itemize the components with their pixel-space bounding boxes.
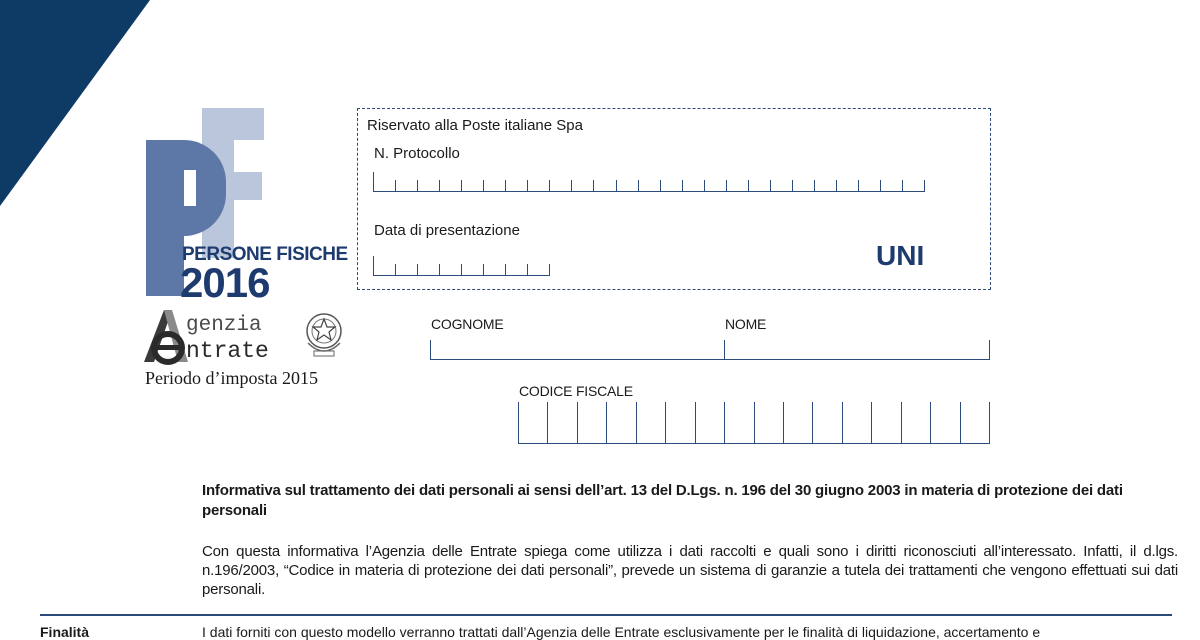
name-label: NOME: [725, 316, 767, 332]
corner-decoration: [0, 0, 160, 210]
submission-date-field[interactable]: [373, 256, 550, 276]
protocol-label: N. Protocollo: [374, 145, 460, 162]
brand-subtitle: PERSONE FISICHE: [182, 244, 348, 265]
brand-year: 2016: [180, 259, 270, 306]
purpose-text: I dati forniti con questo modello verranno trattati dall’Agenzia delle Entrate esclusivamente per le finalità di liquidazione, accertamento e: [202, 624, 1041, 640]
tax-period: Periodo d’imposta 2015: [145, 368, 318, 388]
agency-name-line2: ntrate: [186, 338, 269, 364]
agenzia-entrate-logo-icon: [142, 306, 190, 366]
tax-code-label: CODICE FISCALE: [519, 383, 633, 399]
protocol-number-field[interactable]: [373, 172, 925, 192]
repubblica-emblem-icon: [304, 305, 344, 363]
date-label: Data di presentazione: [374, 222, 520, 239]
name-input[interactable]: [724, 340, 990, 360]
model-code: UNI: [876, 240, 925, 271]
privacy-notice-body: Con questa informativa l’Agenzia delle Entrate spiega come utilizza i dati raccolti e quali sono i diritti riconosciuti all’interessato. Infatti, il d.lgs. n.196/2003, “Codice in materia di protezione dei dati personali”, prevede un sistema di garanzie a tutela dei trattamenti che vengono effettuati sui dati personali.: [202, 543, 1178, 598]
privacy-notice-title: Informativa sul trattamento dei dati personali ai sensi dell’art. 13 del D.Lgs. n. 196 del 30 giugno 2003 in materia di protezione dei dati personali: [202, 482, 1123, 519]
tax-code-input[interactable]: [518, 402, 990, 444]
purpose-label: Finalità: [40, 624, 90, 640]
section-divider: [40, 614, 1172, 616]
reserved-title: Riservato alla Poste italiane Spa: [367, 117, 583, 134]
surname-label: COGNOME: [431, 316, 504, 332]
surname-input[interactable]: [430, 340, 725, 360]
agency-name-line1: genzia: [186, 314, 262, 337]
